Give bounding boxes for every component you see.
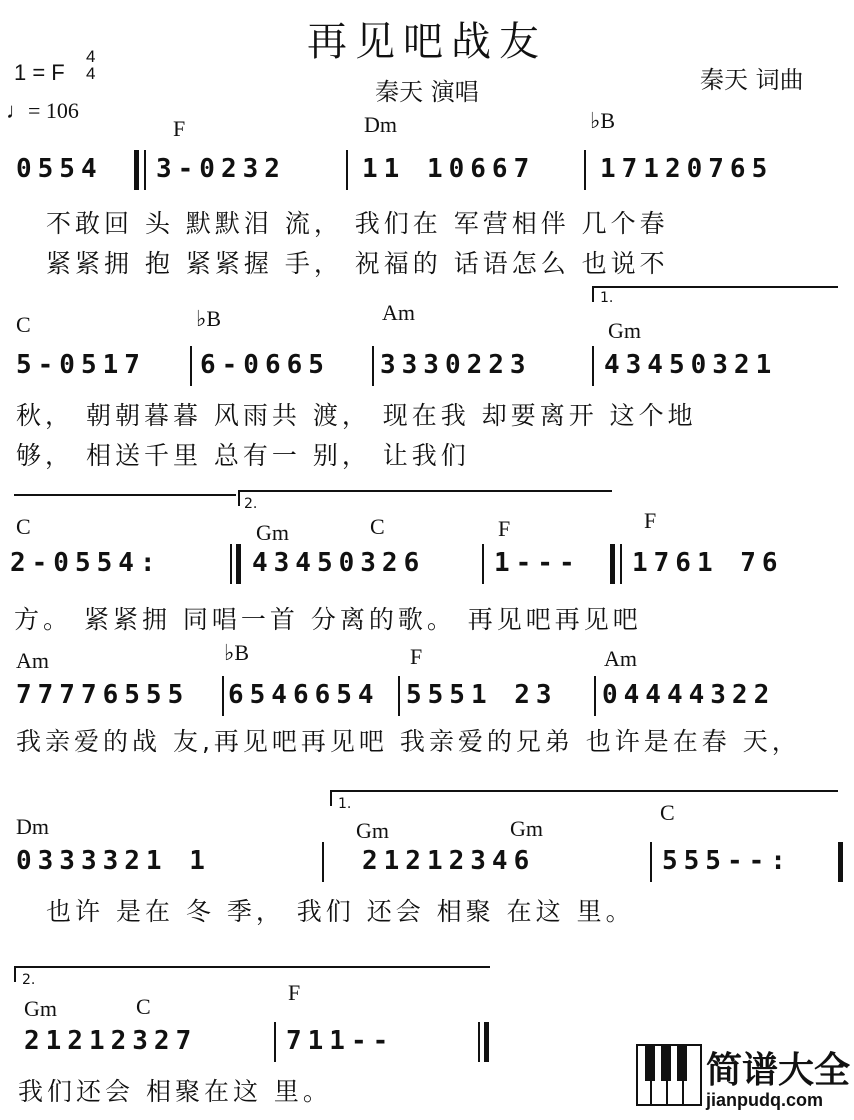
measure: 5551 23 <box>406 680 558 710</box>
chord-symbol: Dm <box>364 112 397 137</box>
lyric-verse-1: 方。 紧紧拥 同唱一首 分离的歌。 再见吧再见吧 <box>14 605 642 634</box>
chord-symbol: Am <box>604 646 637 671</box>
barline <box>594 676 596 716</box>
piano-keys-icon <box>636 1044 702 1106</box>
measure: 77776555 <box>16 680 190 710</box>
barline <box>346 150 348 190</box>
performer-credit: 秦天 演唱 <box>375 78 479 106</box>
measure: 04444322 <box>602 680 776 710</box>
measure: 1--- <box>494 548 581 578</box>
lyric-verse-1: 秋， 朝朝暮暮 风雨共 渡， 现在我 却要离开 这个地 <box>16 401 697 430</box>
measure: 3330223 <box>380 350 532 380</box>
chord-symbol: F <box>288 980 301 1005</box>
measure: 43450326 <box>252 548 426 578</box>
measure: 711-- <box>286 1026 395 1056</box>
barline <box>620 544 622 584</box>
volta-bracket <box>238 490 612 506</box>
measure: 6-0665 <box>200 350 330 380</box>
measure: 5-0517 <box>16 350 146 380</box>
chord-symbol: C <box>16 312 31 337</box>
measure: 17120765 <box>600 154 774 184</box>
measure: 555--: <box>662 846 792 876</box>
chord-symbol: ♭B <box>224 640 250 665</box>
chord-symbol: F <box>173 116 186 141</box>
chord-symbol: Gm <box>510 816 543 841</box>
chord-symbol: F <box>410 644 423 669</box>
volta-number: 1. <box>600 290 614 306</box>
barline <box>478 1022 480 1062</box>
volta-number: 1. <box>338 796 352 812</box>
measure: 11 10667 <box>362 154 536 184</box>
chord-symbol: ♭B <box>196 306 222 331</box>
chord-symbol: C <box>660 800 675 825</box>
chord-symbol: F <box>498 516 511 541</box>
barline <box>398 676 400 716</box>
measure: 3-0232 <box>156 154 286 184</box>
barline <box>230 544 232 584</box>
chord-symbol: C <box>370 514 385 539</box>
chord-symbol: ♭B <box>590 108 616 133</box>
volta-bracket <box>330 790 838 806</box>
barline <box>322 842 324 882</box>
final-barline <box>484 1022 489 1062</box>
meter-top: 4 <box>86 47 96 66</box>
lyric-verse-1: 也许 是在 冬 季， 我们 还会 相聚 在这 里。 <box>46 897 635 926</box>
lyric-verse-2: 紧紧拥 抱 紧紧握 手， 祝福的 话语怎么 也说不 <box>46 249 669 278</box>
barline <box>144 150 146 190</box>
repeat-barline <box>838 842 843 882</box>
measure: 43450321 <box>604 350 778 380</box>
volta-bracket <box>14 966 490 982</box>
site-logo <box>636 1040 852 1118</box>
volta-bracket <box>592 286 838 302</box>
chord-symbol: Gm <box>24 996 57 1021</box>
measure: 21212327 <box>24 1026 198 1056</box>
site-name: 简谱大全 <box>706 1050 851 1091</box>
lyric-verse-1: 不敢回 头 默默泪 流， 我们在 军营相伴 几个春 <box>46 209 669 238</box>
chord-symbol: Gm <box>256 520 289 545</box>
barline <box>274 1022 276 1062</box>
measure: 0333321 1 <box>16 846 211 876</box>
key-signature: 1 = F <box>14 60 65 85</box>
measure: 21212346 <box>362 846 536 876</box>
chord-symbol: Dm <box>16 814 49 839</box>
volta-1-continuation <box>14 494 236 496</box>
barline <box>584 150 586 190</box>
volta-number: 2. <box>22 972 36 988</box>
lyric-verse-1: 我们还会 相聚在这 里。 <box>18 1077 332 1106</box>
measure: 0554 <box>16 154 103 184</box>
measure: 2-0554: <box>10 548 162 578</box>
chord-symbol: C <box>16 514 31 539</box>
measure: 6546654 <box>228 680 380 710</box>
quarter-note-icon: ♩ <box>6 98 28 123</box>
lyric-verse-1: 我亲爱的战 友,再见吧再见吧 我亲爱的兄弟 也许是在春 天， <box>16 727 801 756</box>
barline <box>190 346 192 386</box>
volta-number: 2. <box>244 496 258 512</box>
measure: 1761 76 <box>632 548 784 578</box>
barline <box>482 544 484 584</box>
barline <box>592 346 594 386</box>
chord-symbol: F <box>644 508 657 533</box>
lyric-verse-2: 够， 相送千里 总有一 别， 让我们 <box>16 441 470 470</box>
barline <box>222 676 224 716</box>
chord-symbol: Am <box>16 648 49 673</box>
chord-symbol: C <box>136 994 151 1019</box>
chord-symbol: Gm <box>356 818 389 843</box>
repeat-barline <box>610 544 615 584</box>
chord-symbol: Gm <box>608 318 641 343</box>
site-url: jianpudq.com <box>706 1090 823 1110</box>
barline <box>372 346 374 386</box>
repeat-barline <box>134 150 139 190</box>
song-title: 再见吧战友 <box>307 19 547 65</box>
barline <box>650 842 652 882</box>
meter-bottom: 4 <box>86 64 96 83</box>
chord-symbol: Am <box>382 300 415 325</box>
repeat-barline <box>236 544 241 584</box>
tempo-value: = 106 <box>28 98 79 123</box>
composer-credit: 秦天 词曲 <box>700 66 804 94</box>
